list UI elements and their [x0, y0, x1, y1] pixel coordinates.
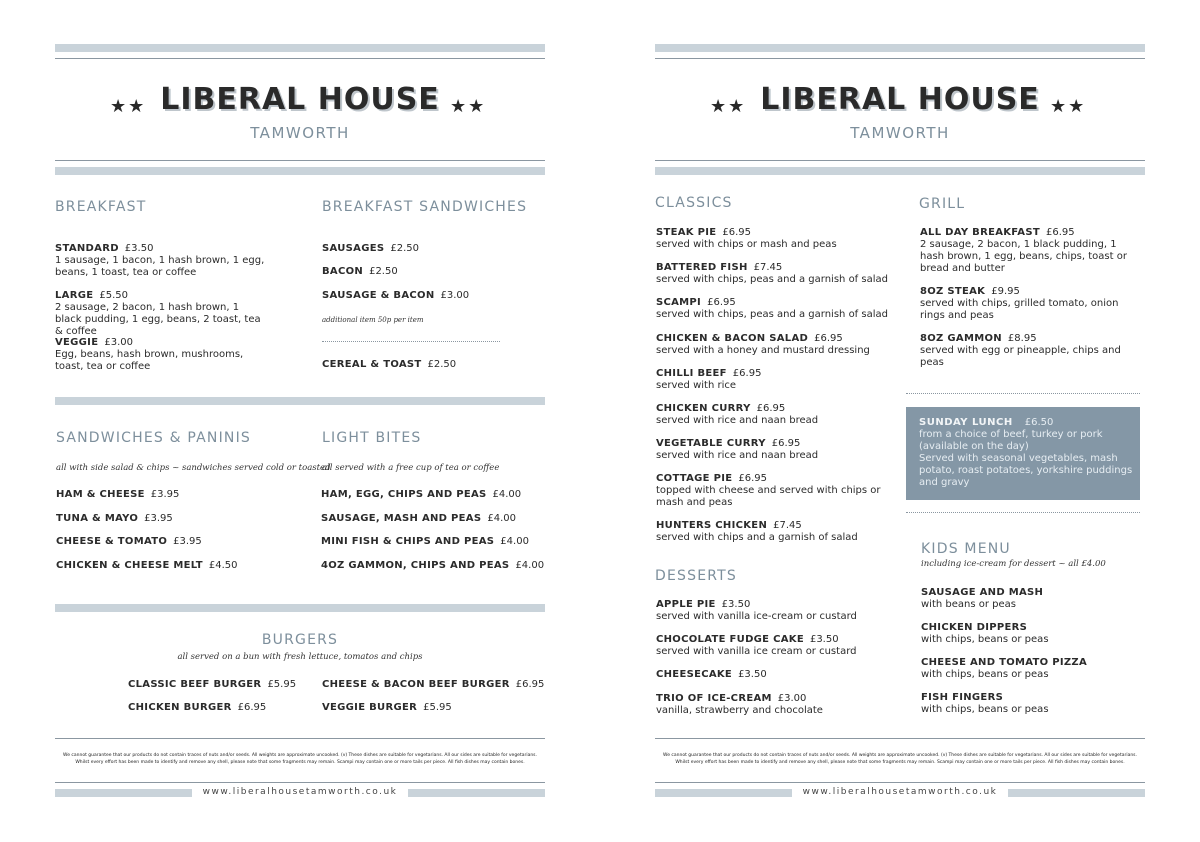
section-title-light-bites: LIGHT BITES	[322, 430, 422, 446]
menu-item: SCAMPI £6.95 served with chips, peas and a garnish of salad	[656, 297, 888, 320]
star-icon: ★★	[110, 96, 147, 117]
section-title-breakfast: BREAKFAST	[55, 199, 147, 215]
section-title-classics: CLASSICS	[655, 195, 733, 211]
section-title-grill: GRILL	[919, 196, 966, 212]
menu-item: CHICKEN & BACON SALAD £6.95 served with a honey and mustard dressing	[656, 333, 870, 356]
menu-item: TUNA & MAYO £3.95	[56, 513, 173, 524]
website-link[interactable]: www.liberalhousetamworth.co.uk	[802, 787, 998, 797]
footer-bar	[655, 789, 792, 797]
brand-header	[600, 78, 1200, 142]
section-title-breakfast-sandwiches: BREAKFAST SANDWICHES	[322, 199, 528, 215]
section-note: all served with a free cup of tea or coffee	[322, 463, 500, 473]
brand-location: TAMWORTH	[250, 124, 350, 142]
brand-header	[0, 78, 600, 142]
dotted-divider	[906, 512, 1140, 513]
menu-item: LARGE £5.50 2 sausage, 2 bacon, 1 hash brown, 1 black pudding, 1 egg, beans, 2 toast, tea & coffee	[55, 290, 261, 337]
menu-item: VEGGIE BURGER £5.95	[322, 702, 452, 713]
disclaimer: We cannot guarantee that our products do not contain traces of nuts and/or seeds. All weights are approximate uncooked. (v) These dishes are suitable for vegetarians. All our sides are suitable for vegetarians. Whilst every effort has been made to identify and remove any shell, please note that some fragments may remain. Scampi may contain one or more tails per piece. All fish dishes may contain bones.	[663, 753, 1137, 765]
brand-name: LIBERAL HOUSE	[160, 82, 440, 117]
menu-item: CHICKEN & CHEESE MELT £4.50	[56, 560, 238, 571]
section-note: all with side salad & chips ~ sandwiches served cold or toasted	[56, 463, 331, 473]
footer-bar	[408, 789, 545, 797]
header-top-rule	[655, 58, 1145, 59]
menu-item: CHOCOLATE FUDGE CAKE £3.50 served with vanilla ice cream or custard	[656, 634, 857, 657]
menu-item: VEGGIE £3.00 Egg, beans, hash brown, mushrooms, toast, tea or coffee	[55, 337, 244, 372]
section-note: additional item 50p per item	[322, 316, 424, 324]
brand-name: LIBERAL HOUSE	[760, 82, 1040, 117]
footer-rule	[55, 738, 545, 739]
menu-item: 8OZ GAMMON £8.95 served with egg or pineapple, chips and peas	[920, 333, 1121, 368]
header-top-rule	[55, 58, 545, 59]
dotted-divider	[322, 341, 500, 342]
dotted-divider	[906, 393, 1140, 394]
menu-item: CEREAL & TOAST £2.50	[322, 359, 457, 370]
menu-item: CHICKEN BURGER £6.95	[128, 702, 267, 713]
section-title-sandwiches: SANDWICHES & PANINIS	[56, 430, 252, 446]
menu-item: BACON £2.50	[322, 266, 398, 277]
section-note: all served on a bun with fresh lettuce, tomatos and chips	[177, 652, 423, 662]
menu-item: MINI FISH & CHIPS AND PEAS £4.00	[321, 536, 529, 547]
footer-bar	[1008, 789, 1145, 797]
section-bar	[55, 397, 545, 405]
menu-item: CHEESE AND TOMATO PIZZA with chips, beans or peas	[921, 657, 1088, 680]
section-note: including ice-cream for dessert ~ all £4.00	[921, 559, 1106, 569]
header-top-bar	[655, 44, 1145, 52]
section-title-kids-menu: KIDS MENU	[921, 541, 1011, 557]
header-bottom-bar	[55, 167, 545, 175]
menu-item: HAM, EGG, CHIPS AND PEAS £4.00	[321, 489, 522, 500]
header-bottom-rule	[55, 160, 545, 161]
menu-item: HAM & CHEESE £3.95	[56, 489, 180, 500]
section-title-burgers: BURGERS	[261, 632, 339, 648]
menu-item: CHEESE & BACON BEEF BURGER £6.95	[322, 679, 545, 690]
star-icon: ★★	[710, 96, 747, 117]
menu-item: HUNTERS CHICKEN £7.45 served with chips and a garnish of salad	[656, 520, 858, 543]
menu-item: SAUSAGE AND MASH with beans or peas	[921, 587, 1044, 610]
menu-item: ALL DAY BREAKFAST £6.95 2 sausage, 2 bacon, 1 black pudding, 1 hash brown, 1 egg, beans, chips, toast or bread and butter	[920, 227, 1127, 274]
menu-item: SAUSAGE, MASH AND PEAS £4.00	[321, 513, 516, 524]
menu-item: CHILLI BEEF £6.95 served with rice	[656, 368, 762, 391]
menu-item: CHICKEN DIPPERS with chips, beans or peas	[921, 622, 1049, 645]
menu-item: 4OZ GAMMON, CHIPS AND PEAS £4.00	[321, 560, 545, 571]
star-icon: ★★	[450, 96, 487, 117]
section-title-desserts: DESSERTS	[655, 568, 737, 584]
footer-rule	[655, 738, 1145, 739]
menu-item: VEGETABLE CURRY £6.95 served with rice and naan bread	[656, 438, 819, 461]
menu-item: SAUSAGE & BACON £3.00	[322, 290, 470, 301]
menu-item: STEAK PIE £6.95 served with chips or mash and peas	[656, 227, 837, 250]
menu-item: APPLE PIE £3.50 served with vanilla ice-cream or custard	[656, 599, 857, 622]
menu-item: FISH FINGERS with chips, beans or peas	[921, 692, 1049, 715]
section-bar	[55, 604, 545, 612]
header-top-bar	[55, 44, 545, 52]
header-bottom-rule	[655, 160, 1145, 161]
star-icon: ★★	[1050, 96, 1087, 117]
sunday-lunch-box: SUNDAY LUNCH £6.50 from a choice of beef, turkey or pork (available on the day) Served with seasonal vegetables, mash potato, roast potatoes, yorkshire puddings and gravy	[906, 407, 1140, 500]
footer-bar	[55, 789, 192, 797]
footer-rule	[655, 782, 1145, 783]
menu-item: CLASSIC BEEF BURGER £5.95	[128, 679, 297, 690]
website-link[interactable]: www.liberalhousetamworth.co.uk	[202, 787, 398, 797]
menu-item: STANDARD £3.50 1 sausage, 1 bacon, 1 hash brown, 1 egg, beans, 1 toast, tea or coffee	[55, 243, 265, 278]
header-bottom-bar	[655, 167, 1145, 175]
menu-item: CHEESECAKE £3.50	[656, 669, 767, 680]
menu-page-right	[600, 0, 1200, 842]
menu-item: COTTAGE PIE £6.95 topped with cheese and served with chips or mash and peas	[656, 473, 881, 508]
menu-item: TRIO OF ICE-CREAM £3.00 vanilla, strawberry and chocolate	[656, 693, 823, 716]
menu-item: CHICKEN CURRY £6.95 served with rice and naan bread	[656, 403, 819, 426]
footer-rule	[55, 782, 545, 783]
menu-item: SAUSAGES £2.50	[322, 243, 419, 254]
menu-item: BATTERED FISH £7.45 served with chips, peas and a garnish of salad	[656, 262, 888, 285]
brand-location: TAMWORTH	[850, 124, 950, 142]
menu-item: 8OZ STEAK £9.95 served with chips, grilled tomato, onion rings and peas	[920, 286, 1119, 321]
menu-item: CHEESE & TOMATO £3.95	[56, 536, 202, 547]
disclaimer: We cannot guarantee that our products do not contain traces of nuts and/or seeds. All weights are approximate uncooked. (v) These dishes are suitable for vegetarians. All our sides are suitable for vegetarians. Whilst every effort has been made to identify and remove any shell, please note that some fragments may remain. Scampi may contain one or more tails per piece. All fish dishes may contain bones.	[63, 753, 537, 765]
